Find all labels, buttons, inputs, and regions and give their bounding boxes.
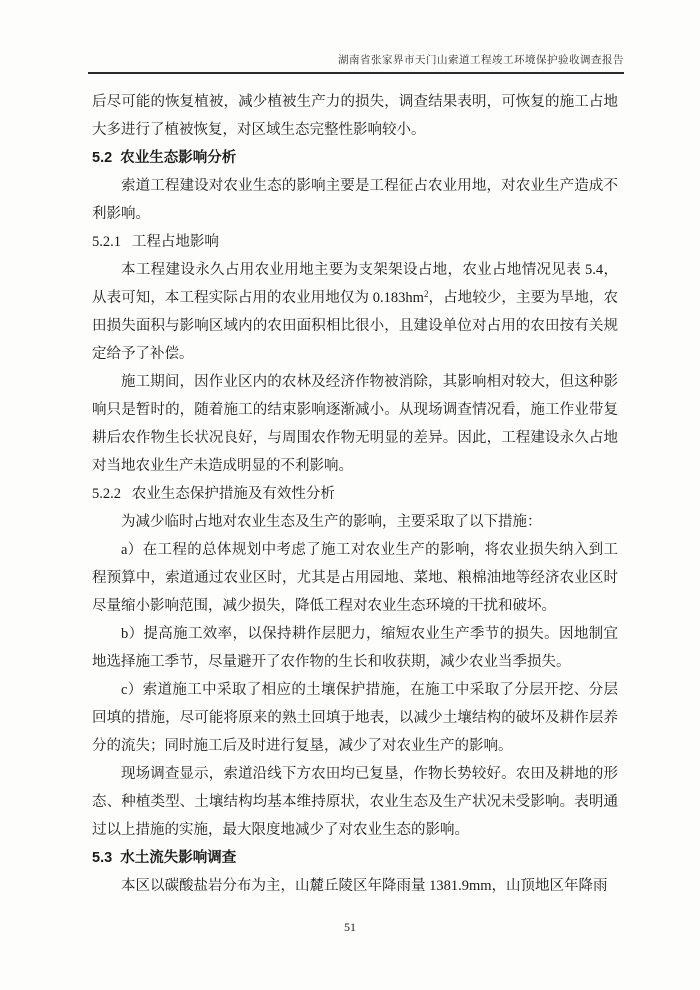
paragraph-measure-c: c）索道施工中采取了相应的土壤保护措施，在施工中采取了分层开挖、分层回填的措施，尽可能将原来的熟土回填于地表，以减少土壤结构的破坏及耕作层养分的流失；同时施工后及时进行复垦，减少了对农业生产的影响。 xyxy=(92,682,618,754)
paragraph-land-occupation xyxy=(92,256,618,368)
paragraph-text: ，占地较少，主要为旱地，农田损失面积与影响区域内的农田面积相比很小，且建设单位对占用的农田按有关规定给予了补偿。 xyxy=(92,290,619,362)
paragraph-vegetation-recovery: 后尽可能的恢复植被，减少植被生产力的损失，调查结果表明，可恢复的施工占地大多进行了植被恢复，对区域生态完整性影响较小。 xyxy=(92,94,618,138)
paragraph-5-2-overview: 索道工程建设对农业生态的影响主要是工程征占农业用地，对农业生产造成不利影响。 xyxy=(92,178,618,222)
page-header xyxy=(88,52,624,74)
paragraph-measure-a: a）在工程的总体规划中考虑了施工对农业生产的影响，将农业损失纳入到工程预算中，索道通过农业区时，尤其是占用园地、菜地、粮棉油地等经济农业区时尽量缩小影响范围，减少损失，降低工程对农业生态环境的干扰和破坏。 xyxy=(92,542,618,614)
section-heading-5-2-1: 5.2.1 工程占地影响 xyxy=(92,234,219,250)
superscript-square: 2 xyxy=(423,289,429,299)
running-header-title: 湖南省张家界市天门山索道工程竣工环境保护验收调查报告 xyxy=(338,55,624,66)
page-number: 51 xyxy=(344,920,356,934)
section-heading-5-2: 5.2 农业生态影响分析 xyxy=(92,150,237,166)
paragraph-text: 本工程建设永久占用农业用地主要为支架架设占地，农业占地情况见表 5.4，从表可知，本工程实际占用的农业用地仅为 0.183hm xyxy=(92,262,618,306)
document-body xyxy=(92,88,618,900)
paragraph-measures-intro: 为减少临时占地对农业生态及生产的影响，主要采取了以下措施： xyxy=(121,514,542,530)
section-heading-5-2-2: 5.2.2 农业生态保护措施及有效性分析 xyxy=(92,486,335,502)
paragraph-measure-b: b）提高施工效率，以保持耕作层肥力，缩短农业生产季节的损失。因地制宜地选择施工季节，尽量避开了农作物的生长和收获期，减少农业当季损失。 xyxy=(92,626,618,670)
paragraph-construction-period: 施工期间，因作业区内的农林及经济作物被消除，其影响相对较大，但这种影响只是暂时的，随着施工的结束影响逐渐减小。从现场调查情况看，施工作业带复耕后农作物生长状况良好，与周围农作物无明显的差异。因此，工程建设永久占地对当地农业生产未造成明显的不利影响。 xyxy=(92,374,618,474)
paragraph-survey-summary: 现场调查显示，索道沿线下方农田均已复垦，作物长势较好。农田及耕地的形态、种植类型、土壤结构均基本维持原状，农业生态及生产状况未受影响。表明通过以上措施的实施，最大限度地减少了对农业生态的影响。 xyxy=(92,766,618,838)
paragraph-soil-erosion: 本区以碳酸盐岩分布为主，山麓丘陵区年降雨量 1381.9mm，山顶地区年降雨 xyxy=(121,878,608,894)
section-heading-5-3: 5.3 水土流失影响调查 xyxy=(92,850,237,866)
